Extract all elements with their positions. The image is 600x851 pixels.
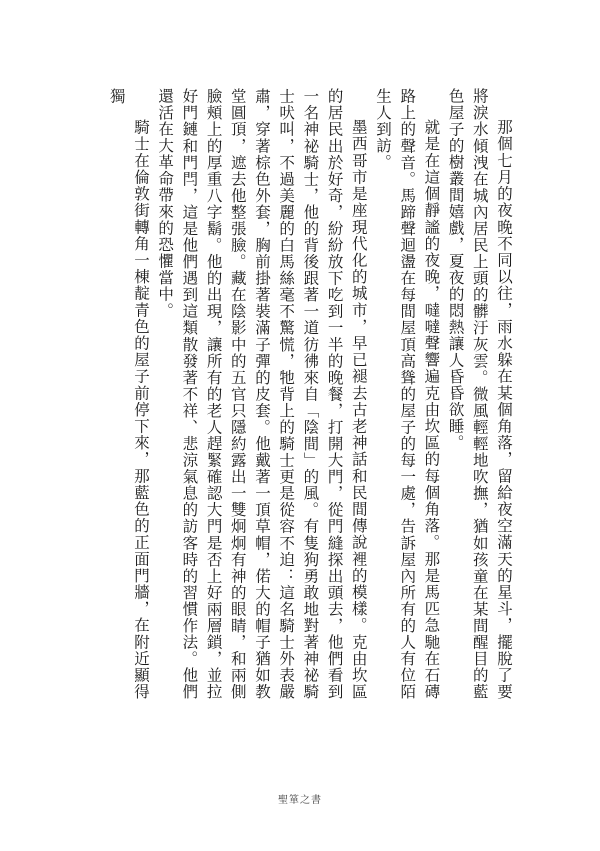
paragraph-3: 墨西哥市是座現代化的城市，早已褪去古老神話和民間傳說裡的模樣。克由坎區的居民出於好奇，紛紛放下吃到一半的晚餐，打開大門，從門縫探出頭去，他們看到一名神祕騎士，他的背後跟著一道彷彿來自「陰間」的風。有隻狗勇敢地對著神祕騎士吠叫，不過美麗的白馬絲毫不驚慌，牠背上的騎士更是從容不迫：這名騎士外表嚴肅，穿著棕色外套，胸前掛著裝滿子彈的皮套。他戴著一頂草帽，偌大的帽子猶如教堂圓頂，遮去他整張臉。藏在陰影中的五官只隱約露出一雙炯炯有神的眼睛，和兩側臉頰上的厚重八字鬍。他的出現，讓所有的老人趕緊確認大門是否上好兩層鎖，並拉好門鏈和門閂，這是他們遇到這類散發著不祥、悲涼氣息的訪客時的習慣作法。他們還活在大革命帶來的恐懼當中。 xyxy=(156,88,368,700)
vertical-text-body xyxy=(105,88,516,700)
paragraph-4: 騎士在倫敦街轉角一棟靛青色的屋子前停下來，那藍色的正面門牆，在附近顯得獨 xyxy=(107,88,150,700)
paragraph-2: 就是在這個靜謐的夜晚，噠噠聲響遍克由坎區的每個角落。那是馬匹急馳在石磚路上的聲音。馬蹄聲迴盪在每間屋頂高聳的屋子的每一處，告訴屋內所有的人有位陌生人到訪。 xyxy=(373,88,441,700)
paragraph-1: 那個七月的夜晚不同以往，雨水躲在某個角落，留給夜空滿天的星斗，擺脫了要將淚水傾洩在城內居民上頭的髒汙灰雲。微風輕輕地吹撫，猶如孩童在某間醒目的藍色屋子的樹叢間嬉戲，夏夜的悶熱讓人昏昏欲睡。 xyxy=(446,88,513,700)
page-footer: 聖箪之書 xyxy=(278,795,322,806)
